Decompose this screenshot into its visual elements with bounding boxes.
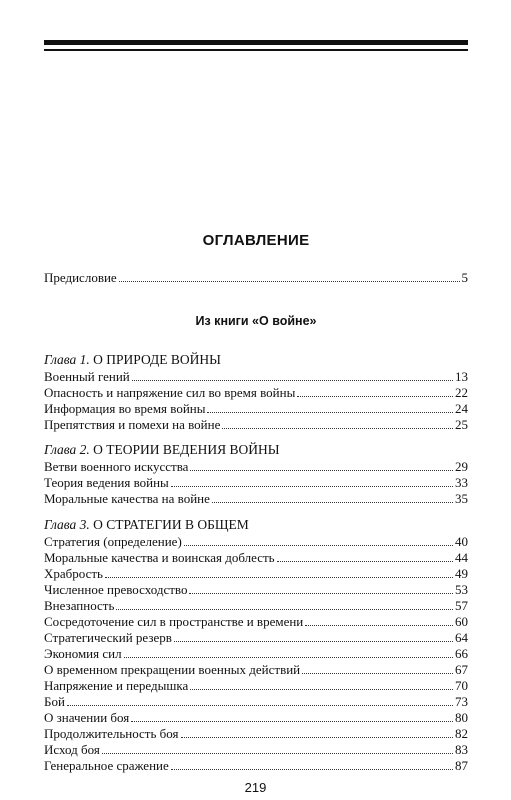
- dot-leader: [174, 630, 453, 642]
- toc-entry-page: 25: [455, 417, 468, 432]
- dot-leader: [184, 534, 453, 546]
- toc-entry-title: Стратегия (определение): [44, 534, 182, 549]
- toc-entry[interactable]: [44, 710, 468, 726]
- chapter-label: Глава 2.: [44, 442, 90, 457]
- dot-leader: [305, 614, 453, 626]
- dot-leader: [131, 710, 453, 722]
- toc-entry-page: 83: [455, 742, 468, 757]
- toc-entry-title: Стратегический резерв: [44, 630, 172, 645]
- toc-entry-title: Экономия сил: [44, 646, 122, 661]
- toc-entry-title: Информация во время войны: [44, 401, 206, 416]
- toc-entry[interactable]: [44, 662, 468, 678]
- toc-entry-page: 49: [455, 566, 468, 581]
- toc-entry-title: Предисловие: [44, 270, 117, 285]
- dot-leader: [105, 566, 453, 578]
- toc-entry-title: О временном прекращении военных действий: [44, 662, 301, 677]
- dot-leader: [207, 401, 453, 413]
- toc-entry[interactable]: [44, 614, 468, 630]
- toc-entry[interactable]: [44, 726, 468, 742]
- chapter-3-heading: [44, 516, 468, 534]
- toc-entry-page: 40: [455, 534, 468, 549]
- toc-entry-title: Моральные качества на войне: [44, 491, 210, 506]
- toc-entry-page: 60: [455, 614, 468, 629]
- dot-leader: [67, 694, 453, 706]
- toc-entry-page: 87: [455, 758, 468, 773]
- dot-leader: [190, 459, 453, 471]
- toc-entry-page: 66: [455, 646, 468, 661]
- toc-entry-page: 24: [455, 401, 468, 416]
- dot-leader: [171, 475, 453, 487]
- toc-entry-title: Теория ведения войны: [44, 475, 169, 490]
- toc-entry[interactable]: [44, 598, 468, 614]
- toc-entry-page: 35: [455, 491, 468, 506]
- toc-entry-page: 80: [455, 710, 468, 725]
- dot-leader: [132, 369, 453, 381]
- toc-entry[interactable]: [44, 401, 468, 417]
- toc-entry-page: 13: [455, 369, 468, 384]
- chapter-title: О ТЕОРИИ ВЕДЕНИЯ ВОЙНЫ: [93, 442, 280, 457]
- toc-entry[interactable]: [44, 417, 468, 433]
- header-rule-thick: [44, 40, 468, 45]
- toc-entry[interactable]: [44, 758, 468, 774]
- dot-leader: [297, 385, 453, 397]
- chapter-title: О ПРИРОДЕ ВОЙНЫ: [93, 352, 221, 367]
- book-title: Из книги «О войне»: [195, 314, 317, 328]
- toc-entry-page: 33: [455, 475, 468, 490]
- toc-entry-title: Внезапность: [44, 598, 115, 613]
- toc-entry-page: 64: [455, 630, 468, 645]
- toc-entry-page: 57: [455, 598, 468, 613]
- toc-entry[interactable]: [44, 385, 468, 401]
- toc-entry-title: Моральные качества и воинская доблесть: [44, 550, 275, 565]
- dot-leader: [190, 678, 453, 690]
- dot-leader: [222, 417, 453, 429]
- toc-entry-title: Продолжительность боя: [44, 726, 179, 741]
- toc-entry-title: О значении боя: [44, 710, 130, 725]
- toc-entry[interactable]: [44, 630, 468, 646]
- toc-entry[interactable]: [44, 678, 468, 694]
- toc-entry-title: Ветви военного искусства: [44, 459, 189, 474]
- toc-entry-title: Генеральное сражение: [44, 758, 169, 773]
- toc-entry-page: 44: [455, 550, 468, 565]
- dot-leader: [277, 550, 453, 562]
- toc-entry[interactable]: [44, 369, 468, 385]
- dot-leader: [189, 582, 453, 594]
- dot-leader: [124, 646, 453, 658]
- toc-entry[interactable]: [44, 459, 468, 475]
- toc-entry-page: 73: [455, 694, 468, 709]
- toc-entry-title: Бой: [44, 694, 65, 709]
- toc-entry-title: Напряжение и передышка: [44, 678, 189, 693]
- toc-entry-title: Исход боя: [44, 742, 100, 757]
- toc-entry-title: Сосредоточение сил в пространстве и времени: [44, 614, 304, 629]
- header-rule-thin: [44, 49, 468, 51]
- chapter-2-heading: [44, 441, 468, 459]
- chapter-label: Глава 3.: [44, 517, 90, 532]
- chapter-1-heading: [44, 351, 468, 369]
- toc-entry-page: 67: [455, 662, 468, 677]
- toc-entry-page: 29: [455, 459, 468, 474]
- toc-entry-page: 5: [461, 270, 468, 285]
- toc-entry[interactable]: [44, 550, 468, 566]
- toc-entry[interactable]: [44, 742, 468, 758]
- dot-leader: [212, 491, 453, 503]
- page-number: 219: [244, 780, 267, 795]
- toc-entry[interactable]: [44, 646, 468, 662]
- dot-leader: [119, 270, 460, 282]
- dot-leader: [102, 742, 453, 754]
- toc-entry[interactable]: [44, 475, 468, 491]
- toc-entry[interactable]: [44, 534, 468, 550]
- dot-leader: [302, 662, 453, 674]
- dot-leader: [171, 758, 453, 770]
- chapter-title: О СТРАТЕГИИ В ОБЩЕМ: [93, 517, 249, 532]
- toc-entry-page: 70: [455, 678, 468, 693]
- toc-entry-page: 22: [455, 385, 468, 400]
- toc-entry[interactable]: [44, 491, 468, 507]
- toc-entry-title: Опасность и напряжение сил во время войны: [44, 385, 296, 400]
- dot-leader: [181, 726, 453, 738]
- dot-leader: [116, 598, 453, 610]
- toc-entry-preface[interactable]: [44, 270, 468, 286]
- toc-entry-page: 53: [455, 582, 468, 597]
- toc-entry-page: 82: [455, 726, 468, 741]
- toc-entry[interactable]: [44, 694, 468, 710]
- toc-entry[interactable]: [44, 566, 468, 582]
- chapter-label: Глава 1.: [44, 352, 90, 367]
- toc-entry-title: Препятствия и помехи на войне: [44, 417, 221, 432]
- toc-heading: ОГЛАВЛЕНИЕ: [202, 232, 310, 249]
- toc-entry-title: Храбрость: [44, 566, 103, 581]
- toc-entry-title: Военный гений: [44, 369, 130, 384]
- toc-entry-title: Численное превосходство: [44, 582, 188, 597]
- toc-entry[interactable]: [44, 582, 468, 598]
